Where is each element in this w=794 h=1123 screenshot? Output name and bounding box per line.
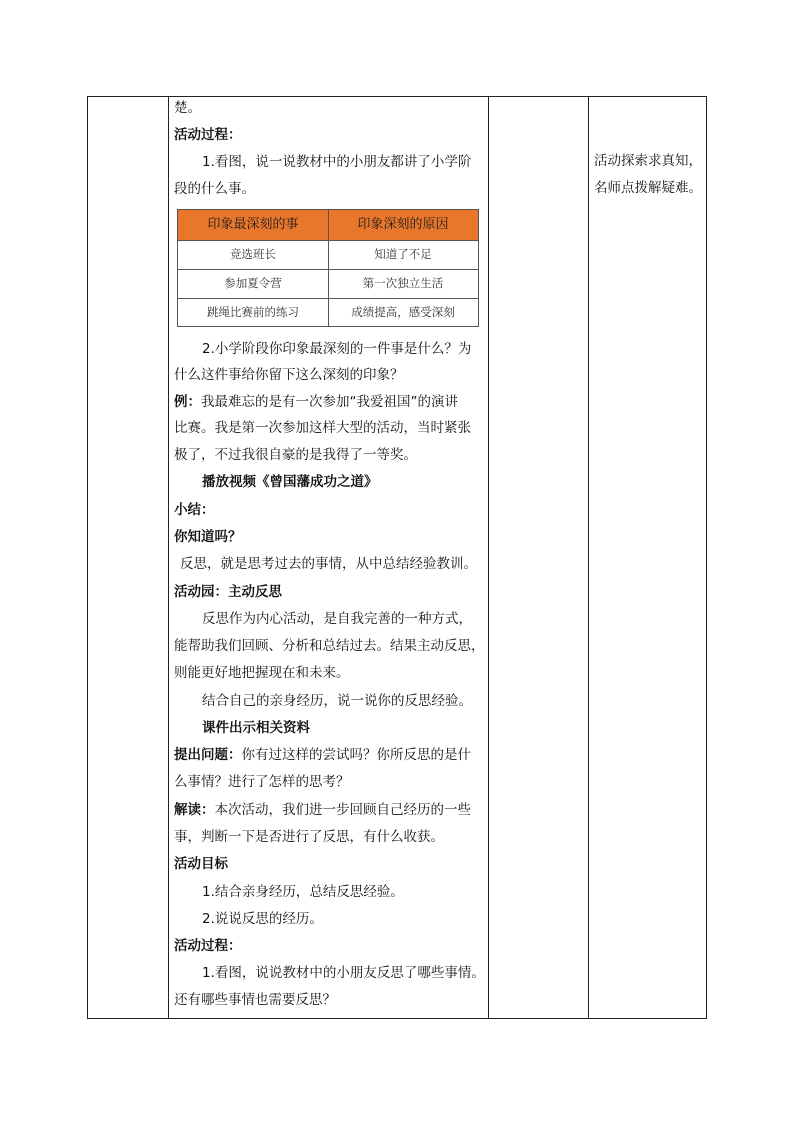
interpretation-line <box>174 800 484 820</box>
example-label: 例： <box>174 394 201 410</box>
table-cell: 第一次独立生活 <box>362 276 444 290</box>
section-heading: 活动过程： <box>174 938 242 954</box>
table-cell: 参加夏令营 <box>224 276 282 290</box>
question-line <box>174 745 484 765</box>
text-line: 还有哪些事情也需要反思？ <box>174 992 336 1008</box>
question-text: 你有过这样的尝试吗？你所反思的是什 <box>241 747 471 763</box>
table-header: 印象深刻的原因 <box>328 210 478 240</box>
interpretation-label: 解读： <box>174 802 215 818</box>
memory-table <box>177 209 479 327</box>
lesson-plan-table <box>87 96 707 1019</box>
text-line: 2.说说反思的经历。 <box>202 911 323 927</box>
video-heading: 播放视频《曾国藩成功之道》 <box>202 474 378 490</box>
teaching-process-column <box>168 97 488 1018</box>
table-header: 印象最深刻的事 <box>178 210 328 240</box>
section-heading: 活动过程： <box>174 127 242 143</box>
text-line: 2.小学阶段你印象最深刻的一件事是什么？为 <box>202 341 472 357</box>
did-you-know-heading: 你知道吗？ <box>174 529 242 545</box>
text-line: 1.看图，说一说教材中的小朋友都讲了小学阶 <box>202 154 472 170</box>
text-line: 反思作为内心活动，是自我完善的一种方式， <box>202 611 472 627</box>
text-line: 事，判断一下是否进行了反思，有什么收获。 <box>174 829 444 845</box>
summary-heading: 小结： <box>174 502 215 518</box>
text-line: 比赛。我是第一次参加这样大型的活动，当时紧张 <box>174 420 471 436</box>
table-cell: 知道了不足 <box>374 247 432 261</box>
design-intent-column <box>588 97 706 1018</box>
text-line: 结合自己的亲身经历，说一说你的反思经验。 <box>202 693 472 709</box>
text-line: 反思，就是思考过去的事情，从中总结经验教训。 <box>180 556 477 572</box>
example-line <box>174 392 484 412</box>
table-cell: 跳绳比赛前的练习 <box>207 305 299 319</box>
text-line: 么事情？进行了怎样的思考？ <box>174 774 350 790</box>
text-line: 则能更好地把握现在和未来。 <box>174 665 350 681</box>
courseware-heading: 课件出示相关资料 <box>202 720 310 736</box>
column-divider <box>488 97 489 1018</box>
text-line: 极了，不过我很自豪的是我得了一等奖。 <box>174 447 417 463</box>
activity-heading: 活动园：主动反思 <box>174 584 282 600</box>
interpretation-text: 本次活动，我们进一步回顾自己经历的一些 <box>214 802 471 818</box>
question-label: 提出问题： <box>174 747 242 763</box>
text-line: 楚。 <box>174 100 201 116</box>
design-note: 名师点拨解疑难。 <box>594 180 702 196</box>
goal-heading: 活动目标 <box>174 856 228 872</box>
text-line: 1.结合亲身经历，总结反思经验。 <box>202 884 404 900</box>
text-line: 1.看图，说说教材中的小朋友反思了哪些事情。 <box>202 965 485 981</box>
table-cell: 竞选班长 <box>230 247 276 261</box>
design-note: 活动探索求真知， <box>594 153 702 169</box>
example-text: 我最难忘的是有一次参加“我爱祖国”的演讲 <box>201 394 458 410</box>
text-line: 能帮助我们回顾、分析和总结过去。结果主动反思， <box>174 638 485 654</box>
text-line: 段的什么事。 <box>174 181 255 197</box>
text-line: 什么这件事给你留下这么深刻的印象？ <box>174 367 404 383</box>
table-cell: 成绩提高，感受深刻 <box>351 305 455 319</box>
